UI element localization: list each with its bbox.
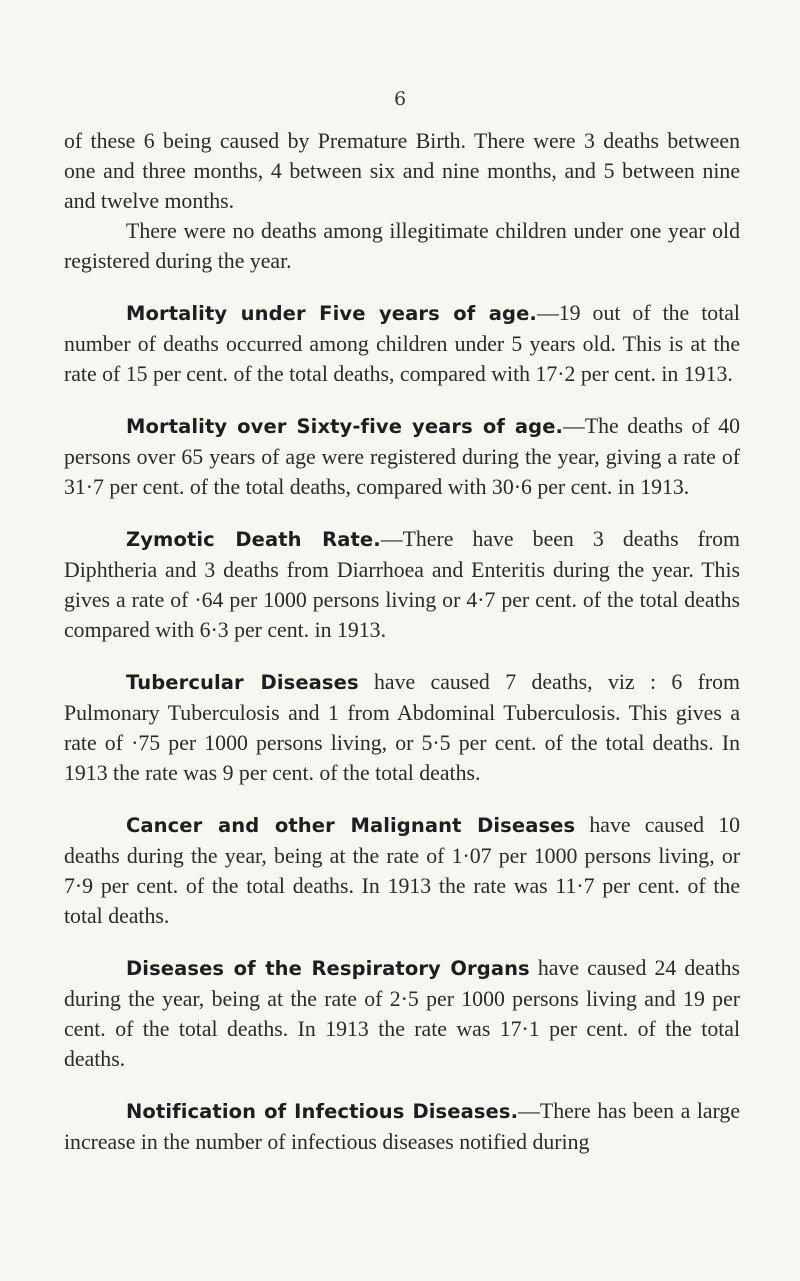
heading-cancer: Cancer and other Malignant Diseases: [126, 814, 576, 837]
text-cancer: have caused 10 deaths during the year, being at the rate of 1·07 per 1000 persons living, or 7·9 per cent. of the total deaths. In 1913 the rate was 11·7 per cent. of the total deaths.: [64, 813, 741, 928]
text-tubercular-diseases: have caused 7 deaths, viz : 6 from Pulmonary Tuberculosis and 1 from Abdominal Tuberculosis. This gives a rate of ·75 per 1000 persons living, or 5·5 per cent. of the total deaths. In 1913 the rate was 9 per cent. of the total deaths.: [64, 670, 741, 785]
heading-mortality-over-sixty-five: Mortality over Sixty-five years of age.: [126, 415, 564, 438]
heading-infectious-diseases: Notification of Infectious Diseases.: [126, 1100, 519, 1123]
heading-respiratory-organs: Diseases of the Respiratory Organs: [126, 957, 530, 980]
paragraph-mortality-under-five: [64, 298, 740, 389]
heading-zymotic-death-rate: Zymotic Death Rate.: [126, 528, 381, 551]
paragraph-respiratory-organs: [64, 953, 740, 1074]
text-mortality-over-sixty-five: —The deaths of 40 persons over 65 years of age were registered during the year, giving a rate of 31·7 per cent. of the total deaths, compared with 30·6 per cent. in 1913.: [64, 414, 740, 499]
paragraph-infectious-diseases: [64, 1096, 740, 1157]
page-number: 6: [393, 88, 407, 110]
paragraph-tubercular-diseases: [64, 667, 740, 788]
heading-mortality-under-five: Mortality under Five years of age.: [126, 302, 537, 325]
paragraph-zymotic-death-rate: [64, 524, 740, 645]
text-infectious-diseases: —There has been a large increase in the number of infectious diseases notified during: [64, 1099, 740, 1154]
text-zymotic-death-rate: —There have been 3 deaths from Diphtheria and 3 deaths from Diarrhoea and Enteritis during the year. This gives a rate of ·64 per 1000 persons living or 4·7 per cent. of the total deaths compared with 6·3 per cent. in 1913.: [64, 527, 740, 642]
paragraph-mortality-over-sixty-five: [64, 411, 740, 502]
body-text: [64, 126, 740, 1179]
text-mortality-under-five: —19 out of the total number of deaths occurred among children under 5 years old. This is at the rate of 15 per cent. of the total deaths, compared with 17·2 per cent. in 1913.: [64, 301, 740, 386]
paragraph-cancer: [64, 810, 740, 931]
paragraph-premature-birth: of these 6 being caused by Premature Birth. There were 3 deaths between one and three months, 4 between six and nine months, and 5 between nine and twelve months.: [64, 129, 740, 213]
heading-tubercular-diseases: Tubercular Diseases: [126, 671, 359, 694]
paragraph-illegitimate-children: There were no deaths among illegitimate children under one year old registered during the year.: [64, 219, 740, 273]
text-respiratory-organs: have caused 24 deaths during the year, being at the rate of 2·5 per 1000 persons living and 19 per cent. of the total deaths. In 1913 the rate was 17·1 per cent. of the total deaths.: [64, 956, 741, 1071]
